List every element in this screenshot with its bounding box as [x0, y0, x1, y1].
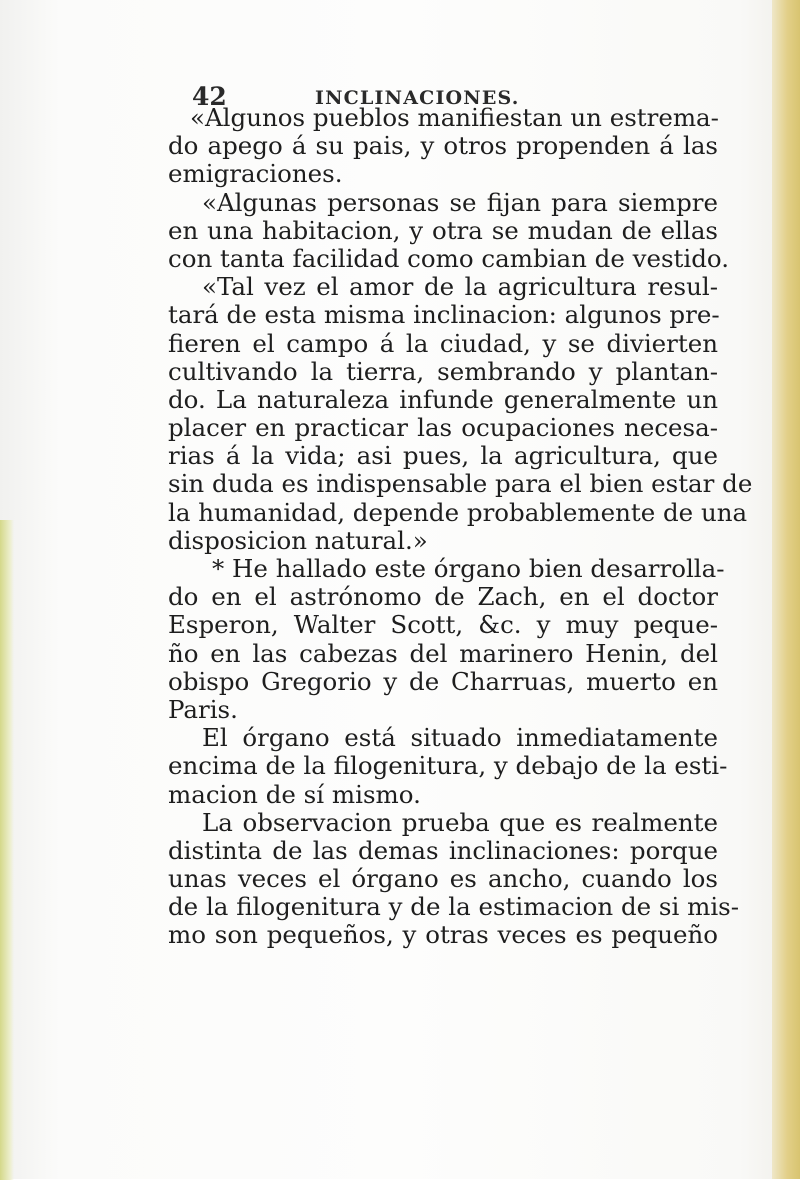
- page-number: 42: [192, 82, 227, 111]
- text-line: Esperon, Walter Scott, &c. y muy peque-: [168, 610, 718, 640]
- text-line: «Algunas personas se fijan para siempre: [202, 187, 718, 217]
- body-text: [168, 103, 753, 950]
- page-edge-stain: [0, 520, 14, 1180]
- text-line: «Tal vez el amor de la agricultura resul-: [202, 272, 718, 302]
- text-line: disposicion natural.»: [168, 525, 428, 555]
- text-line: do apego á su pais, y otros propenden á las: [168, 131, 718, 161]
- text-line: do. La naturaleza infunde generalmente un: [168, 384, 718, 414]
- text-line: fieren el campo á la ciudad, y se divierten: [168, 328, 718, 358]
- text-line: encima de la filogenitura, y debajo de la esti-: [168, 751, 728, 781]
- text-line: rias á la vida; asi pues, la agricultura, que: [168, 441, 718, 471]
- text-line: tará de esta misma inclinacion: algunos pre-: [168, 300, 720, 330]
- text-line: sin duda es indispensable para el bien estar de: [168, 469, 753, 499]
- text-line: El órgano está situado inmediatamente: [202, 723, 718, 753]
- text-line: placer en practicar las ocupaciones necesa-: [168, 413, 718, 443]
- text-line: cultivando la tierra, sembrando y plantan-: [168, 356, 718, 386]
- text-line: la humanidad, depende probablemente de una: [168, 497, 748, 527]
- text-line: distinta de las demas inclinaciones: porque: [168, 835, 718, 865]
- text-line: Paris.: [168, 694, 238, 724]
- text-line: macion de sí mismo.: [168, 779, 421, 809]
- text-line: unas veces el órgano es ancho, cuando los: [168, 864, 718, 894]
- text-line: «Algunos pueblos manifiestan un estrema-: [190, 103, 719, 132]
- page-edge-shadow: [772, 0, 800, 1179]
- text-line: La observacion prueba que es realmente: [202, 807, 718, 837]
- text-line: do en el astrónomo de Zach, en el doctor: [168, 582, 718, 612]
- text-line: obispo Gregorio y de Charruas, muerto en: [168, 666, 718, 696]
- text-line: en una habitacion, y otra se mudan de ellas: [168, 215, 718, 245]
- text-line: emigraciones.: [168, 159, 343, 189]
- footnote-line: * He hallado este órgano bien desarrolla-: [212, 554, 725, 583]
- text-line: de la filogenitura y de la estimacion de si mis-: [168, 892, 740, 922]
- text-line: mo son pequeños, y otras veces es pequeño: [168, 920, 718, 950]
- text-line: ño en las cabezas del marinero Henin, del: [168, 638, 718, 668]
- text-line: con tanta facilidad como cambian de vestido.: [168, 243, 730, 273]
- running-head: INCLINACIONES.: [315, 87, 520, 109]
